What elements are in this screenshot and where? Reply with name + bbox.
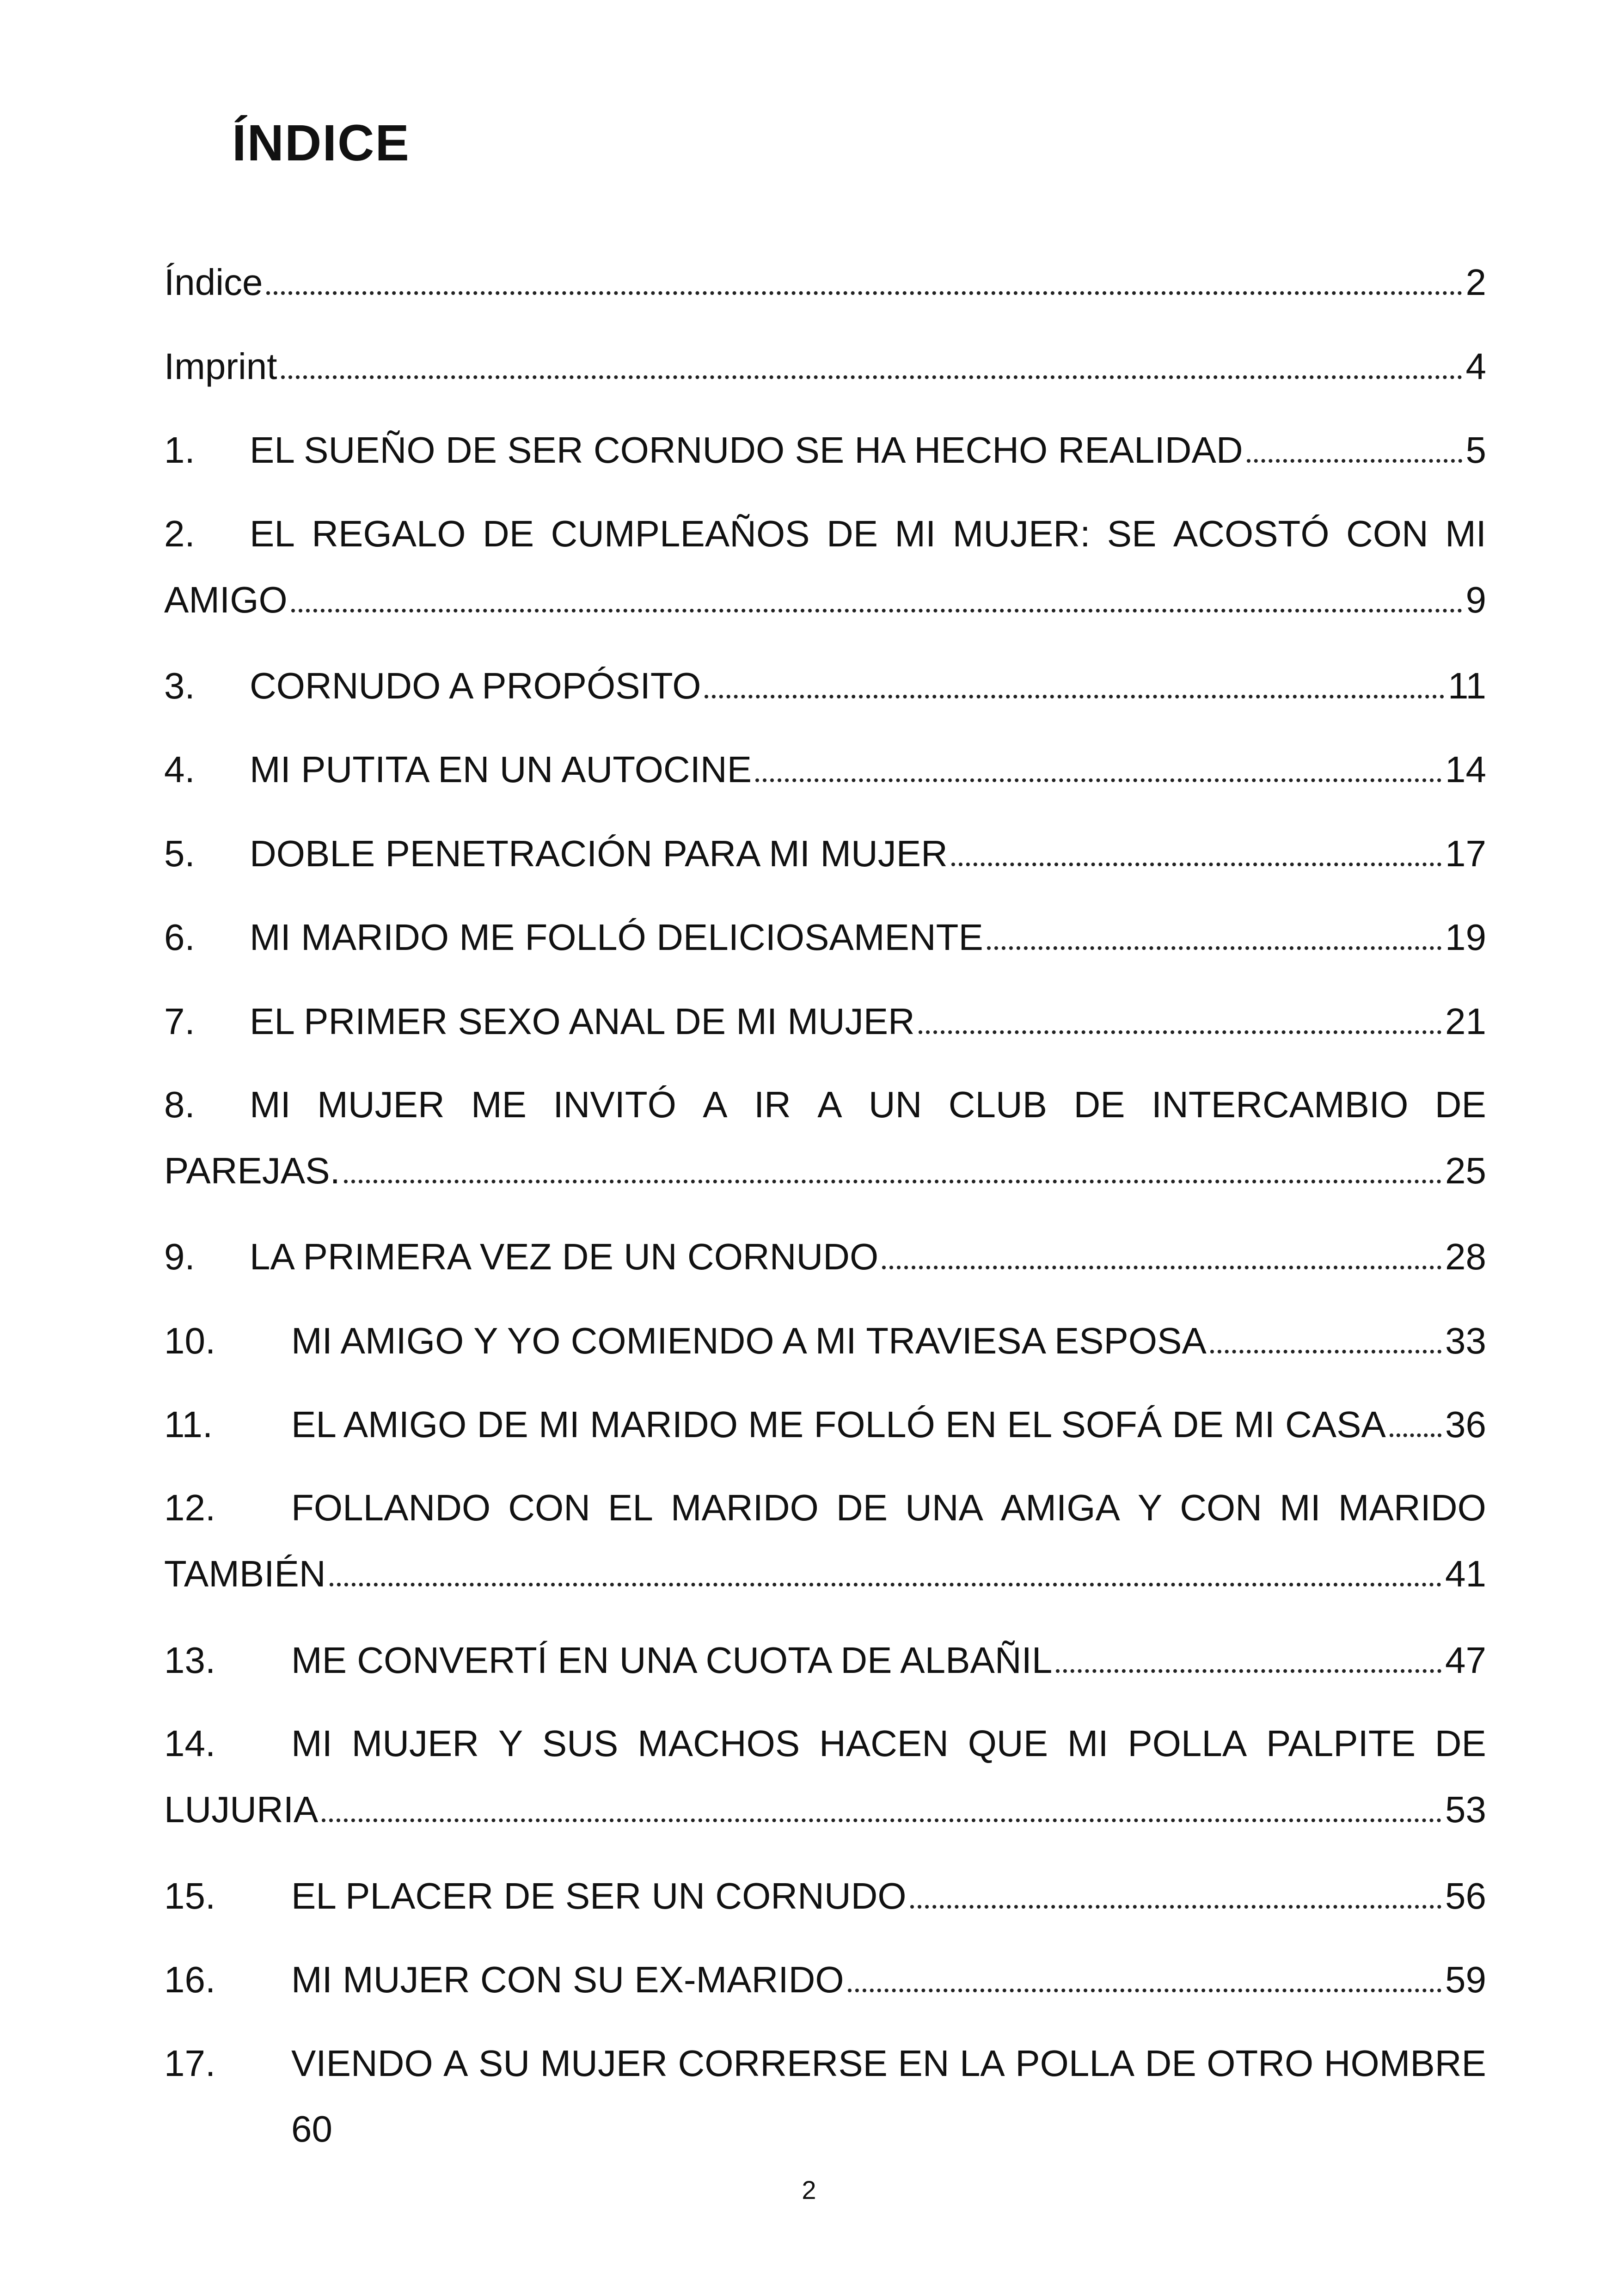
toc-entry-title: LA PRIMERA VEZ DE UN CORNUDO bbox=[250, 1236, 879, 1277]
toc-entry-word: EL bbox=[250, 513, 295, 554]
toc-entry-word: CUMPLEAÑOS bbox=[551, 513, 810, 554]
toc-entry-word: POLLA bbox=[1015, 2043, 1135, 2084]
toc-entry bbox=[164, 1489, 1486, 1592]
toc-entry-line bbox=[164, 1791, 1486, 1828]
toc-entry-title-continued: PAREJAS. bbox=[164, 1150, 340, 1191]
toc-entry-word: CON bbox=[1180, 1487, 1262, 1528]
toc-entry-word: DE bbox=[826, 513, 878, 554]
toc-entry-word: MI bbox=[895, 513, 936, 554]
toc-entry-number: 5. bbox=[164, 833, 195, 874]
toc-entry-line bbox=[164, 515, 1486, 552]
toc-entry-page: 59 bbox=[1445, 1959, 1486, 2000]
toc-entry-number: 3. bbox=[164, 665, 195, 706]
toc-entry bbox=[164, 1003, 1486, 1040]
dotted-leader bbox=[987, 918, 1441, 950]
toc-entry-line bbox=[164, 2045, 1486, 2082]
dotted-leader bbox=[1210, 1322, 1441, 1353]
toc-entry bbox=[164, 751, 1486, 788]
toc-entry-word: A bbox=[817, 1084, 842, 1125]
toc-entry-line bbox=[164, 917, 1486, 958]
dotted-leader bbox=[330, 1555, 1441, 1586]
toc-entry-word: DE bbox=[836, 1487, 888, 1528]
toc-entry-word: DE bbox=[482, 513, 534, 554]
toc-entry-word: REGALO bbox=[312, 513, 466, 554]
dotted-leader bbox=[910, 1877, 1441, 1909]
toc-entry-word: ACOSTÓ bbox=[1173, 513, 1330, 554]
toc-entry-number: 2. bbox=[164, 513, 195, 554]
toc-entry-title-continued: LUJURIA bbox=[164, 1789, 319, 1830]
toc-entry-word: MI bbox=[250, 1084, 291, 1125]
toc-entry-word: CON bbox=[508, 1487, 591, 1528]
toc-entry-title bbox=[291, 2045, 1486, 2082]
toc-entry-line bbox=[164, 1555, 1486, 1592]
dotted-leader bbox=[291, 581, 1462, 612]
toc-entry-line bbox=[164, 581, 1486, 618]
toc-entry-title bbox=[291, 1725, 1486, 1762]
toc-entry bbox=[164, 917, 1486, 958]
toc-entry-word: INVITÓ bbox=[553, 1084, 676, 1125]
toc-entry bbox=[164, 348, 1486, 385]
toc-entry-word: PALPITE bbox=[1266, 1723, 1416, 1764]
toc-entry-word: Y bbox=[498, 1723, 523, 1764]
toc-entry-number: 9. bbox=[164, 1236, 195, 1277]
toc-entry-number: 16. bbox=[164, 1959, 216, 2000]
toc-entry-title: CORNUDO A PROPÓSITO bbox=[250, 665, 701, 706]
toc-entry-line bbox=[164, 1238, 1486, 1275]
toc-entry-page: 9 bbox=[1465, 579, 1486, 620]
toc-entry-line bbox=[164, 1877, 1486, 1914]
toc-entry-page: 53 bbox=[1445, 1789, 1486, 1830]
dotted-leader bbox=[1390, 1406, 1441, 1437]
toc-entry-word: MUJER bbox=[317, 1084, 445, 1125]
toc-entry-number: 1. bbox=[164, 429, 195, 471]
toc-entry-title: Índice bbox=[164, 262, 263, 303]
toc-entry-word: UNA bbox=[905, 1487, 983, 1528]
toc-entry-word: MI bbox=[1280, 1487, 1321, 1528]
toc-entry-page: 25 bbox=[1445, 1150, 1486, 1191]
toc-entry-word: MUJER bbox=[540, 2043, 668, 2084]
dotted-leader bbox=[919, 1003, 1441, 1034]
dotted-leader bbox=[951, 835, 1441, 866]
toc-entry-word: MARIDO bbox=[1338, 1487, 1486, 1528]
toc-entry-word: VIENDO bbox=[291, 2043, 433, 2084]
dotted-leader bbox=[882, 1238, 1441, 1269]
toc-entry-word: IR bbox=[754, 1084, 791, 1125]
toc-entry-page: 4 bbox=[1465, 346, 1486, 387]
toc-entry-title: EL SUEÑO DE SER CORNUDO SE HA HECHO REALIDAD bbox=[250, 429, 1243, 471]
toc-entry-page: 21 bbox=[1445, 1001, 1486, 1042]
toc-entry-page: 17 bbox=[1445, 833, 1486, 874]
toc-entry-number: 7. bbox=[164, 1001, 195, 1042]
toc-entry-word: FOLLANDO bbox=[291, 1487, 491, 1528]
toc-entry-page: 56 bbox=[1445, 1875, 1486, 1916]
toc-entry-line bbox=[164, 429, 1486, 471]
toc-entry-number: 13. bbox=[164, 1640, 216, 1681]
toc-entry bbox=[164, 1877, 1486, 1914]
toc-entry-word: SU bbox=[478, 2043, 530, 2084]
toc-entry-page: 5 bbox=[1465, 429, 1486, 471]
toc-entry-word: DE bbox=[1434, 1084, 1486, 1125]
dotted-leader bbox=[281, 348, 1462, 379]
toc-entry-word: SUS bbox=[542, 1723, 619, 1764]
toc-entry-page: 14 bbox=[1445, 749, 1486, 790]
toc-entry-word: CON bbox=[1346, 513, 1428, 554]
toc-entry bbox=[164, 1086, 1486, 1189]
toc-entry-title: MI PUTITA EN UN AUTOCINE bbox=[250, 749, 752, 790]
toc-entry-number: 12. bbox=[164, 1487, 216, 1528]
toc-entry bbox=[164, 262, 1486, 303]
toc-entry-line bbox=[164, 751, 1486, 788]
toc-entry-page: 2 bbox=[1465, 262, 1486, 303]
toc-entry-number: 11. bbox=[164, 1404, 213, 1445]
toc-entry-title: DOBLE PENETRACIÓN PARA MI MUJER bbox=[250, 833, 948, 874]
toc-entry-line bbox=[164, 1640, 1486, 1681]
toc-entry-title bbox=[291, 1489, 1486, 1526]
toc-entry-word: UN bbox=[868, 1084, 922, 1125]
toc-entry-word: EL bbox=[608, 1487, 653, 1528]
toc-entry-word: CORRERSE bbox=[678, 2043, 888, 2084]
toc-entry bbox=[164, 1640, 1486, 1681]
dotted-leader bbox=[344, 1152, 1441, 1183]
toc-entry-number: 14. bbox=[164, 1723, 216, 1764]
toc-entry bbox=[164, 515, 1486, 618]
toc-entry-line bbox=[164, 1086, 1486, 1123]
toc-entry-word: QUE bbox=[968, 1723, 1048, 1764]
toc-entry bbox=[164, 1961, 1486, 1998]
toc-entry bbox=[164, 1322, 1486, 1359]
toc-entry-line bbox=[164, 835, 1486, 872]
toc-entry-number: 6. bbox=[164, 917, 195, 958]
toc-entry-word: A bbox=[703, 1084, 728, 1125]
dotted-leader bbox=[755, 751, 1441, 782]
toc-entry-word: AMIGA bbox=[1001, 1487, 1120, 1528]
toc-entry-title: ME CONVERTÍ EN UNA CUOTA DE ALBAÑIL bbox=[291, 1640, 1053, 1681]
toc-entry-word: DE bbox=[1434, 1723, 1486, 1764]
toc-entry-page: 11 bbox=[1447, 665, 1486, 706]
toc-entry-word: DE bbox=[1145, 2043, 1196, 2084]
toc-entry-number: 8. bbox=[164, 1084, 195, 1125]
toc-entry-line bbox=[164, 1003, 1486, 1040]
toc-entry-line bbox=[164, 2108, 1486, 2149]
toc-entry-title-continued: AMIGO bbox=[164, 579, 288, 620]
toc-entry-number: 4. bbox=[164, 749, 195, 790]
toc-entry-title: MI MUJER CON SU EX-MARIDO bbox=[291, 1959, 844, 2000]
toc-entry-page: 60 bbox=[291, 2108, 332, 2149]
toc-entry-page: 36 bbox=[1445, 1404, 1486, 1445]
toc-entry-line bbox=[164, 262, 1486, 303]
toc-entry-word: MUJER: bbox=[952, 513, 1091, 554]
toc-entry-word: MI bbox=[1445, 513, 1486, 554]
toc-entry bbox=[164, 667, 1486, 704]
toc-entry-line bbox=[164, 348, 1486, 385]
toc-entry-word: CLUB bbox=[948, 1084, 1048, 1125]
dotted-leader bbox=[322, 1791, 1441, 1822]
toc-entry-page: 33 bbox=[1445, 1320, 1486, 1361]
toc-entry-title-continued: TAMBIÉN bbox=[164, 1553, 326, 1594]
toc-entry-line bbox=[164, 1725, 1486, 1762]
dotted-leader bbox=[705, 667, 1444, 698]
toc-entry-line bbox=[164, 667, 1486, 704]
toc-entry-word: MARIDO bbox=[670, 1487, 819, 1528]
page-number: 2 bbox=[802, 2175, 816, 2204]
toc-entry-title: Imprint bbox=[164, 346, 277, 387]
toc-entry-word: SE bbox=[1107, 513, 1157, 554]
page-title: ÍNDICE bbox=[232, 115, 410, 171]
toc-entry-title: MI MARIDO ME FOLLÓ DELICIOSAMENTE bbox=[250, 917, 983, 958]
toc-entry-line bbox=[164, 1961, 1486, 1998]
toc-entry-word: Y bbox=[1137, 1487, 1163, 1528]
toc-entry-page: 19 bbox=[1445, 917, 1486, 958]
toc-entry-word: EN bbox=[898, 2043, 950, 2084]
toc-entry-title: EL PLACER DE SER UN CORNUDO bbox=[291, 1875, 907, 1916]
toc-entry-word: MACHOS bbox=[637, 1723, 800, 1764]
toc-entry-page: 28 bbox=[1445, 1236, 1486, 1277]
toc-entry-line bbox=[164, 1406, 1486, 1443]
toc-entry-word: DE bbox=[1073, 1084, 1125, 1125]
dotted-leader bbox=[1247, 431, 1462, 463]
toc-entry-title: MI AMIGO Y YO COMIENDO A MI TRAVIESA ESPOSA bbox=[291, 1320, 1207, 1361]
toc-entry-line bbox=[164, 1489, 1486, 1526]
toc-entry bbox=[164, 835, 1486, 872]
dotted-leader bbox=[848, 1961, 1441, 1992]
toc-entry bbox=[164, 1725, 1486, 1828]
toc-entry-word: POLLA bbox=[1128, 1723, 1247, 1764]
toc-entry bbox=[164, 1406, 1486, 1443]
toc-entry-word: OTRO bbox=[1207, 2043, 1314, 2084]
toc-entry-line bbox=[164, 1152, 1486, 1189]
toc-entry-word: ME bbox=[471, 1084, 527, 1125]
toc-entry-title bbox=[250, 1086, 1486, 1123]
dotted-leader bbox=[266, 263, 1462, 295]
toc-entry-number: 15. bbox=[164, 1875, 216, 1916]
toc-entry bbox=[164, 1238, 1486, 1275]
toc-entry-number: 10. bbox=[164, 1320, 216, 1361]
toc-entry-title: EL PRIMER SEXO ANAL DE MI MUJER bbox=[250, 1001, 915, 1042]
toc-entry-page: 47 bbox=[1445, 1640, 1486, 1681]
toc-entry bbox=[164, 2045, 1486, 2148]
toc-entry-word: MI bbox=[291, 1723, 332, 1764]
toc-entry-word: HACEN bbox=[819, 1723, 949, 1764]
toc-entry-word: HOMBRE bbox=[1324, 2043, 1486, 2084]
toc-entry-word: MUJER bbox=[351, 1723, 479, 1764]
toc-entry-title bbox=[250, 515, 1486, 552]
toc-entry-word: INTERCAMBIO bbox=[1151, 1084, 1409, 1125]
toc-entry bbox=[164, 429, 1486, 471]
toc-entry-word: LA bbox=[959, 2043, 1005, 2084]
toc-entry-number: 17. bbox=[164, 2043, 216, 2084]
toc-entry-word: A bbox=[443, 2043, 468, 2084]
toc-entry-word: MI bbox=[1067, 1723, 1109, 1764]
toc-entry-title: EL AMIGO DE MI MARIDO ME FOLLÓ EN EL SOFÁ DE MI CASA bbox=[291, 1404, 1386, 1445]
toc-entry-page: 41 bbox=[1445, 1553, 1486, 1594]
dotted-leader bbox=[1056, 1641, 1441, 1673]
toc-entry-line bbox=[164, 1322, 1486, 1359]
